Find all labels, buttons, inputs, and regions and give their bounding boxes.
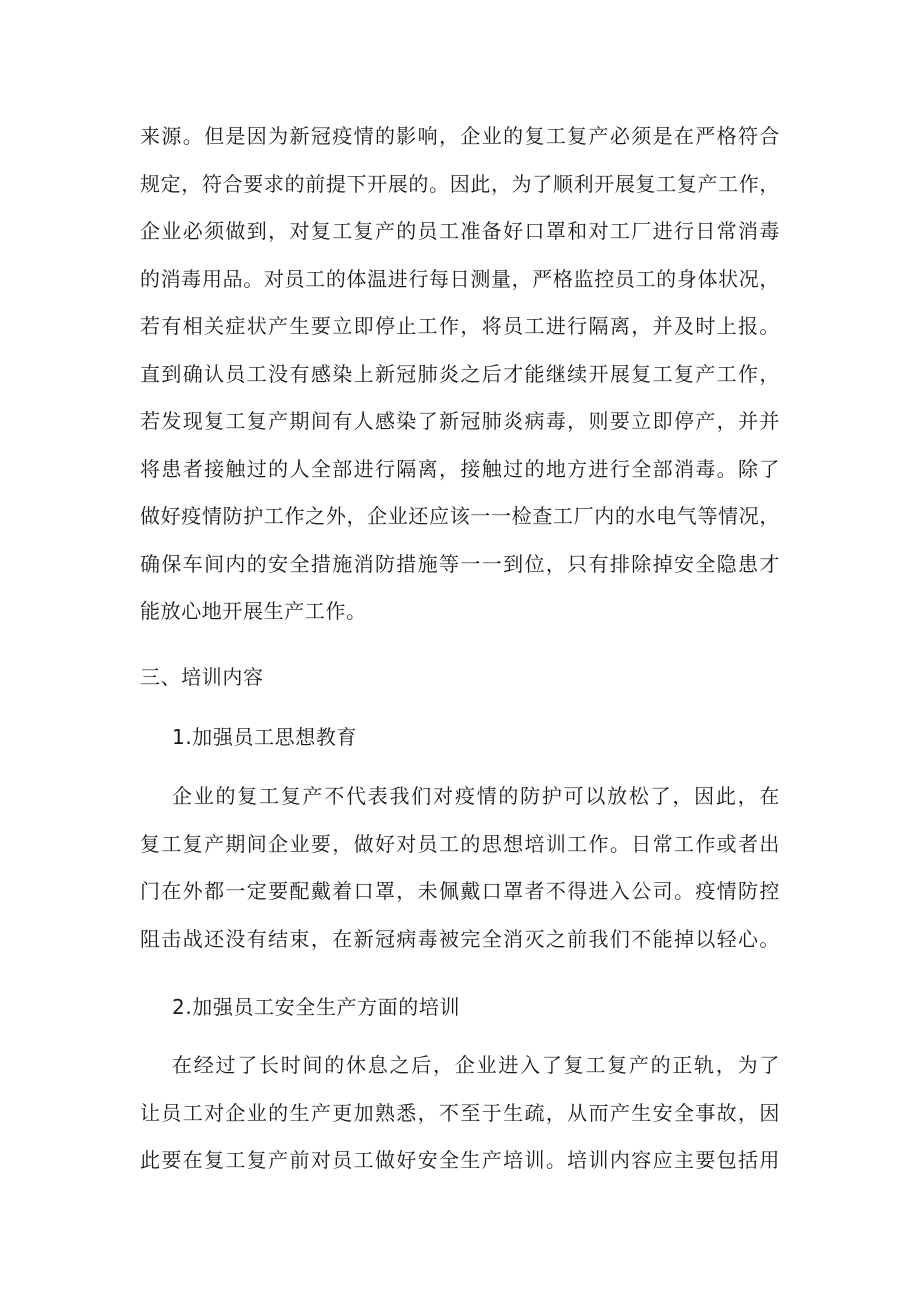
subsection-heading-1: 1.加强员工思想教育 [172,725,358,749]
text-line: 规定，符合要求的前提下开展的。因此，为了顺利开展复工复产工作， [140,171,780,196]
text-line: 企业必须做到，对复工复产的员工准备好口罩和对工厂进行日常消毒 [140,219,780,243]
text-line: 将患者接触过的人全部进行隔离，接触过的地方进行全部消毒。除了 [140,456,780,481]
text-line: 能放心地开展生产工作。 [140,599,367,623]
text-line: 阻击战还没有结束，在新冠病毒被完全消灭之前我们不能掉以轻心。 [140,926,780,951]
text-line: 来源。但是因为新冠疫情的影响，企业的复工复产必须是在严格符合 [140,124,780,148]
text-line: 企业的复工复产不代表我们对疫情的防护可以放松了，因此，在 [172,784,780,808]
text-line: 若有相关症状产生要立即停止工作，将员工进行隔离，并及时上报。 [140,314,780,338]
text-line: 此要在复工复产前对员工做好安全生产培训。培训内容应主要包括用 [140,1148,780,1172]
paragraph-continuation [140,113,780,636]
text-line: 让员工对企业的生产更加熟悉，不至于生疏，从而产生安全事故，因 [140,1100,780,1125]
text-line: 在经过了长时间的休息之后，企业进入了复工复产的正轨，为了 [172,1053,780,1077]
text-line: 门在外都一定要配戴着口罩，未佩戴口罩者不得进入公司。疫情防控 [140,879,780,903]
subsection-2-body [140,1042,780,1185]
text-line: 直到确认员工没有感染上新冠肺炎之后才能继续开展复工复产工作， [140,361,780,386]
text-line: 确保车间内的安全措施消防措施等一一到位，只有排除掉安全隐患才 [140,551,780,576]
subsection-1-body [140,773,780,963]
text-line: 复工复产期间企业要，做好对员工的思想培训工作。日常工作或者出 [140,831,780,856]
text-line: 若发现复工复产期间有人感染了新冠肺炎病毒，则要立即停产，并并 [140,409,780,433]
section-heading: 三、培训内容 [140,665,264,689]
text-line: 做好疫情防护工作之外，企业还应该一一检查工厂内的水电气等情况， [140,504,780,528]
subsection-heading-2: 2.加强员工安全生产方面的培训 [172,995,461,1019]
text-line: 的消毒用品。对员工的体温进行每日测量，严格监控员工的身体状况， [140,266,780,291]
